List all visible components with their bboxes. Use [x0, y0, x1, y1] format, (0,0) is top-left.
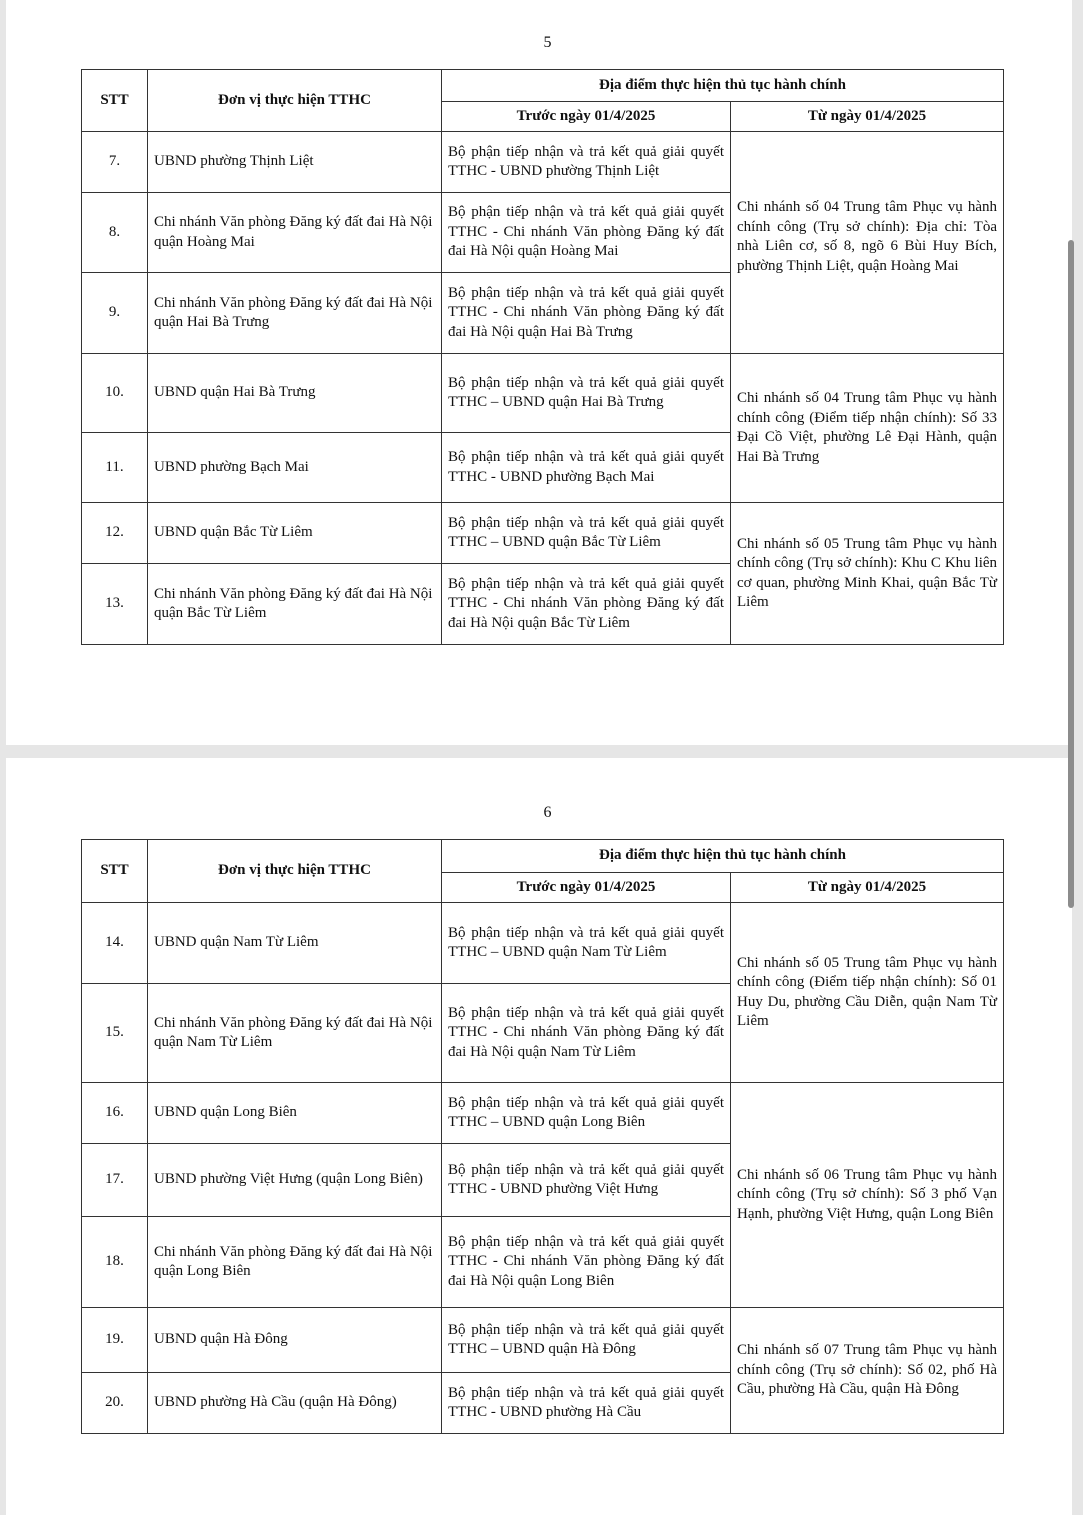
row-location-before: Bộ phận tiếp nhận và trả kết quả giải quyết TTHC - UBND phường Việt Hưng	[442, 1144, 731, 1217]
row-stt: 19.	[82, 1308, 148, 1373]
table-row	[82, 132, 1004, 193]
header-location: Địa điểm thực hiện thủ tục hành chính	[442, 70, 1004, 102]
row-unit: UBND quận Hai Bà Trưng	[148, 354, 442, 433]
row-location-before: Bộ phận tiếp nhận và trả kết quả giải quyết TTHC - Chi nhánh Văn phòng Đăng ký đất đai Hà Nội quận Hoàng Mai	[442, 193, 731, 273]
row-location-before: Bộ phận tiếp nhận và trả kết quả giải quyết TTHC - Chi nhánh Văn phòng Đăng ký đất đai Hà Nội quận Nam Từ Liêm	[442, 984, 731, 1083]
header-unit: Đơn vị thực hiện TTHC	[148, 70, 442, 132]
row-stt: 14.	[82, 903, 148, 984]
page-number: 6	[543, 804, 552, 821]
row-stt: 16.	[82, 1083, 148, 1144]
row-stt: 13.	[82, 564, 148, 645]
row-unit: UBND quận Long Biên	[148, 1083, 442, 1144]
row-unit: UBND phường Việt Hưng (quận Long Biên)	[148, 1144, 442, 1217]
header-after: Từ ngày 01/4/2025	[731, 102, 1004, 132]
table-row	[82, 503, 1004, 564]
row-stt: 11.	[82, 433, 148, 503]
row-location-before: Bộ phận tiếp nhận và trả kết quả giải quyết TTHC - Chi nhánh Văn phòng Đăng ký đất đai Hà Nội quận Hai Bà Trưng	[442, 273, 731, 354]
header-stt: STT	[82, 840, 148, 903]
table-row	[82, 1308, 1004, 1373]
group-location-after: Chi nhánh số 06 Trung tâm Phục vụ hành chính công (Trụ sở chính): Số 3 phố Vạn Hạnh, phường Việt Hưng, quận Long Biên	[731, 1083, 1004, 1308]
header-unit: Đơn vị thực hiện TTHC	[148, 840, 442, 903]
row-location-before: Bộ phận tiếp nhận và trả kết quả giải quyết TTHC - Chi nhánh Văn phòng Đăng ký đất đai Hà Nội quận Bắc Từ Liêm	[442, 564, 731, 645]
row-location-before: Bộ phận tiếp nhận và trả kết quả giải quyết TTHC – UBND quận Nam Từ Liêm	[442, 903, 731, 984]
table-row	[82, 1083, 1004, 1144]
row-location-before: Bộ phận tiếp nhận và trả kết quả giải quyết TTHC - UBND phường Bạch Mai	[442, 433, 731, 503]
row-stt: 18.	[82, 1217, 148, 1308]
row-location-before: Bộ phận tiếp nhận và trả kết quả giải quyết TTHC – UBND quận Long Biên	[442, 1083, 731, 1144]
row-stt: 8.	[82, 193, 148, 273]
vertical-scrollbar[interactable]	[1068, 240, 1074, 908]
row-unit: UBND quận Hà Đông	[148, 1308, 442, 1373]
header-after: Từ ngày 01/4/2025	[731, 873, 1004, 903]
header-before: Trước ngày 01/4/2025	[442, 873, 731, 903]
group-location-after: Chi nhánh số 05 Trung tâm Phục vụ hành chính công (Trụ sở chính): Khu C Khu liên cơ quan, phường Minh Khai, quận Bắc Từ Liêm	[731, 503, 1004, 645]
row-location-before: Bộ phận tiếp nhận và trả kết quả giải quyết TTHC - UBND phường Thịnh Liệt	[442, 132, 731, 193]
group-location-after: Chi nhánh số 07 Trung tâm Phục vụ hành chính công (Trụ sở chính): Số 02, phố Hà Cầu, phường Hà Cầu, quận Hà Đông	[731, 1308, 1004, 1434]
group-location-after: Chi nhánh số 04 Trung tâm Phục vụ hành chính công (Điểm tiếp nhận chính): Số 33 Đại Cồ Việt, phường Lê Đại Hành, quận Hai Bà Trưng	[731, 354, 1004, 503]
procedure-location-table	[81, 69, 1004, 645]
row-unit: Chi nhánh Văn phòng Đăng ký đất đai Hà Nội quận Hai Bà Trưng	[148, 273, 442, 354]
row-stt: 10.	[82, 354, 148, 433]
row-stt: 9.	[82, 273, 148, 354]
group-location-after: Chi nhánh số 04 Trung tâm Phục vụ hành chính công (Trụ sở chính): Địa chỉ: Tòa nhà Liên cơ, số 8, ngõ 6 Bùi Huy Bích, phường Thịnh Liệt, quận Hoàng Mai	[731, 132, 1004, 354]
row-location-before: Bộ phận tiếp nhận và trả kết quả giải quyết TTHC – UBND quận Bắc Từ Liêm	[442, 503, 731, 564]
header-stt: STT	[82, 70, 148, 132]
document-page-6	[6, 758, 1072, 1515]
row-unit: Chi nhánh Văn phòng Đăng ký đất đai Hà Nội quận Long Biên	[148, 1217, 442, 1308]
row-stt: 7.	[82, 132, 148, 193]
procedure-location-table	[81, 839, 1004, 1434]
row-unit: UBND phường Thịnh Liệt	[148, 132, 442, 193]
row-location-before: Bộ phận tiếp nhận và trả kết quả giải quyết TTHC - Chi nhánh Văn phòng Đăng ký đất đai Hà Nội quận Long Biên	[442, 1217, 731, 1308]
document-page-5	[6, 0, 1072, 745]
row-location-before: Bộ phận tiếp nhận và trả kết quả giải quyết TTHC - UBND phường Hà Cầu	[442, 1373, 731, 1434]
row-stt: 20.	[82, 1373, 148, 1434]
page-number: 5	[543, 34, 552, 51]
row-stt: 12.	[82, 503, 148, 564]
header-before: Trước ngày 01/4/2025	[442, 102, 731, 132]
row-stt: 15.	[82, 984, 148, 1083]
row-unit: UBND quận Bắc Từ Liêm	[148, 503, 442, 564]
row-unit: UBND phường Bạch Mai	[148, 433, 442, 503]
table-row	[82, 903, 1004, 984]
table-row	[82, 354, 1004, 433]
row-unit: UBND quận Nam Từ Liêm	[148, 903, 442, 984]
row-stt: 17.	[82, 1144, 148, 1217]
row-location-before: Bộ phận tiếp nhận và trả kết quả giải quyết TTHC – UBND quận Hai Bà Trưng	[442, 354, 731, 433]
group-location-after: Chi nhánh số 05 Trung tâm Phục vụ hành chính công (Điểm tiếp nhận chính): Số 01 Huy Du, phường Cầu Diễn, quận Nam Từ Liêm	[731, 903, 1004, 1083]
row-unit: UBND phường Hà Cầu (quận Hà Đông)	[148, 1373, 442, 1434]
row-unit: Chi nhánh Văn phòng Đăng ký đất đai Hà Nội quận Nam Từ Liêm	[148, 984, 442, 1083]
row-location-before: Bộ phận tiếp nhận và trả kết quả giải quyết TTHC – UBND quận Hà Đông	[442, 1308, 731, 1373]
row-unit: Chi nhánh Văn phòng Đăng ký đất đai Hà Nội quận Hoàng Mai	[148, 193, 442, 273]
header-location: Địa điểm thực hiện thủ tục hành chính	[442, 840, 1004, 873]
row-unit: Chi nhánh Văn phòng Đăng ký đất đai Hà Nội quận Bắc Từ Liêm	[148, 564, 442, 645]
